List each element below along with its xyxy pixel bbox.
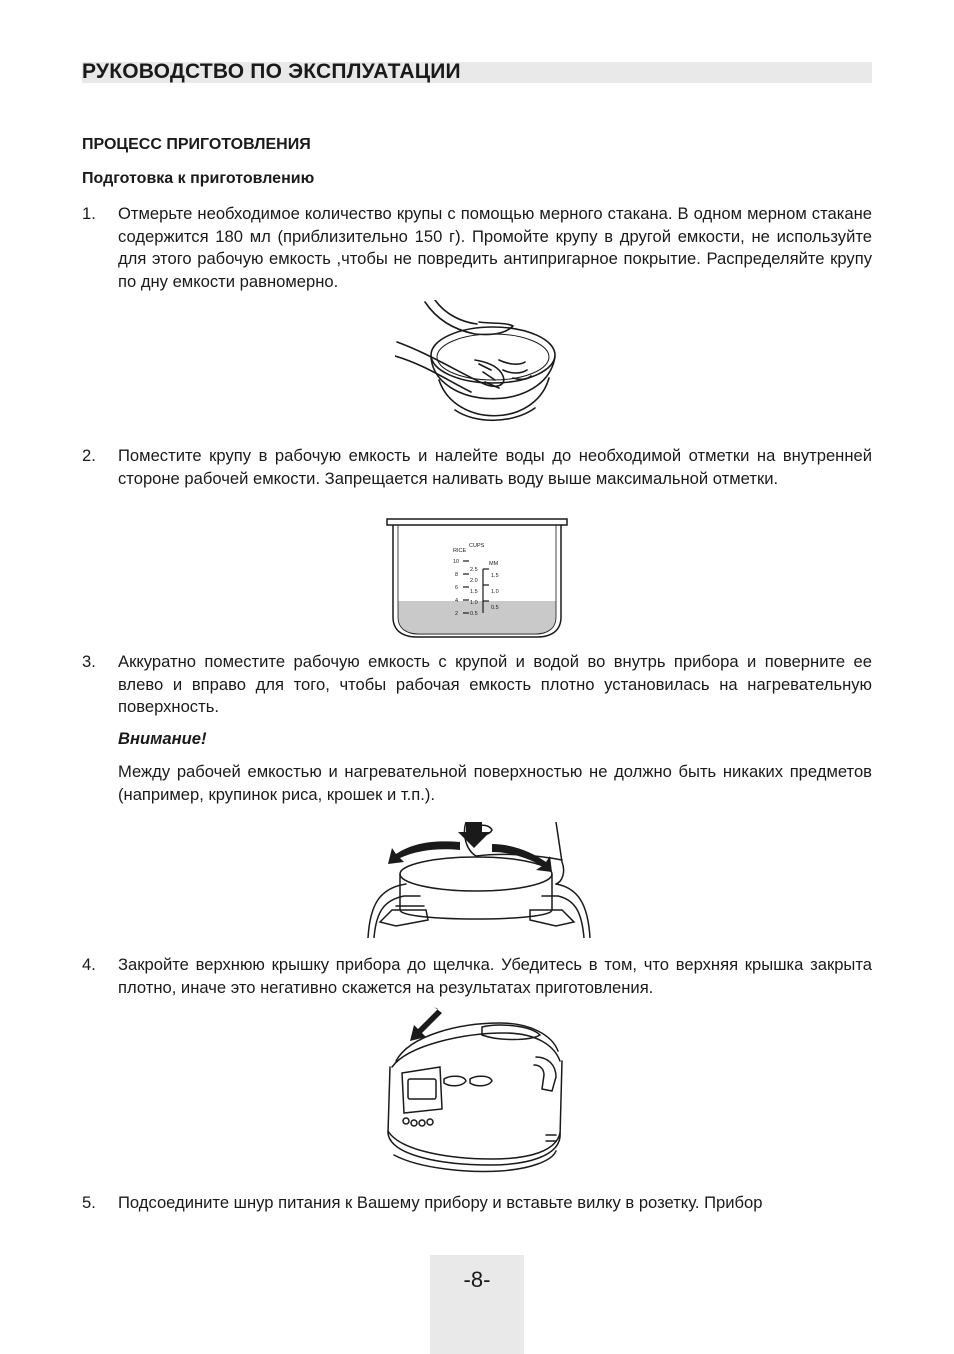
step-number: 2. — [82, 446, 96, 465]
scale-mark: 8 — [455, 572, 459, 578]
scale-mark: 1.5 — [470, 589, 478, 595]
scale-mark: 6 — [455, 585, 459, 591]
step-text: Подсоедините шнур питания к Вашему прибору и вставьте вилку в розетку. Прибор — [118, 1193, 763, 1212]
step-text: Поместите крупу в рабочую емкость и налейте воды до необходимой отметки на внутренней стороне рабочей емкости. Запрещается наливать воду выше максимальной отметки. — [118, 446, 872, 488]
scale-mark: 1.0 — [470, 600, 478, 606]
scale-mark: 1.5 — [491, 573, 499, 579]
step-1 — [82, 203, 872, 293]
scale-mark: 10 — [453, 559, 460, 565]
scale-mark: 4 — [455, 598, 459, 604]
scale-mark: MM — [489, 561, 499, 567]
step-4 — [82, 954, 872, 999]
step-5 — [82, 1192, 872, 1215]
page-title: РУКОВОДСТВО ПО ЭКСПЛУАТАЦИИ — [82, 60, 461, 83]
scale-header-right: CUPS — [469, 543, 485, 549]
step-2 — [82, 445, 872, 490]
washing-rice-illustration — [395, 300, 565, 430]
scale-mark: 0.5 — [470, 611, 478, 617]
scale-mark: 0.5 — [491, 605, 499, 611]
step-3 — [82, 651, 872, 719]
scale-header-left: RICE — [453, 548, 467, 554]
step-number: 1. — [82, 204, 96, 223]
step-text: Отмерьте необходимое количество крупы с помощью мерного стакана. В одном мерном стакане содержится 180 мл (приблизительно 150 г). Промойте крупу в другой емкости, не используйте для этого рабочую емкость ,чтобы не повредить антипригарное покрытие. Распределяйте крупу по дну емкости равномерно. — [118, 204, 872, 291]
scale-mark: 1.0 — [491, 589, 499, 595]
scale-mark: 2 — [455, 611, 459, 617]
inner-bowl-scale-illustration — [385, 517, 569, 639]
subsection-title: Подготовка к приготовлению — [82, 170, 315, 187]
closed-cooker-illustration — [380, 1005, 576, 1177]
scale-mark: 2.0 — [470, 578, 478, 584]
step-number: 3. — [82, 652, 96, 671]
step-text: Закройте верхнюю крышку прибора до щелчка. Убедитесь в том, что верхняя крышка закрыта плотно, иначе это негативно скажется на результатах приготовления. — [118, 955, 872, 997]
page-number: -8- — [463, 1267, 491, 1292]
section-title: ПРОЦЕСС ПРИГОТОВЛЕНИЯ — [82, 136, 311, 153]
scale-mark: 2.5 — [470, 567, 478, 573]
warning-text: Между рабочей емкостью и нагревательной поверхностью не должно быть никаких предметов (например, крупинок риса, крошек и т.п.). — [118, 762, 872, 804]
insert-bowl-illustration — [366, 822, 592, 938]
step-text: Аккуратно поместите рабочую емкость с крупой и водой во внутрь прибора и поверните ее влево и вправо для того, чтобы рабочая емкость плотно установилась на нагревательную поверхность. — [118, 652, 872, 716]
warning-title: Внимание! — [118, 729, 207, 748]
step-number: 4. — [82, 955, 96, 974]
step-number: 5. — [82, 1193, 96, 1212]
